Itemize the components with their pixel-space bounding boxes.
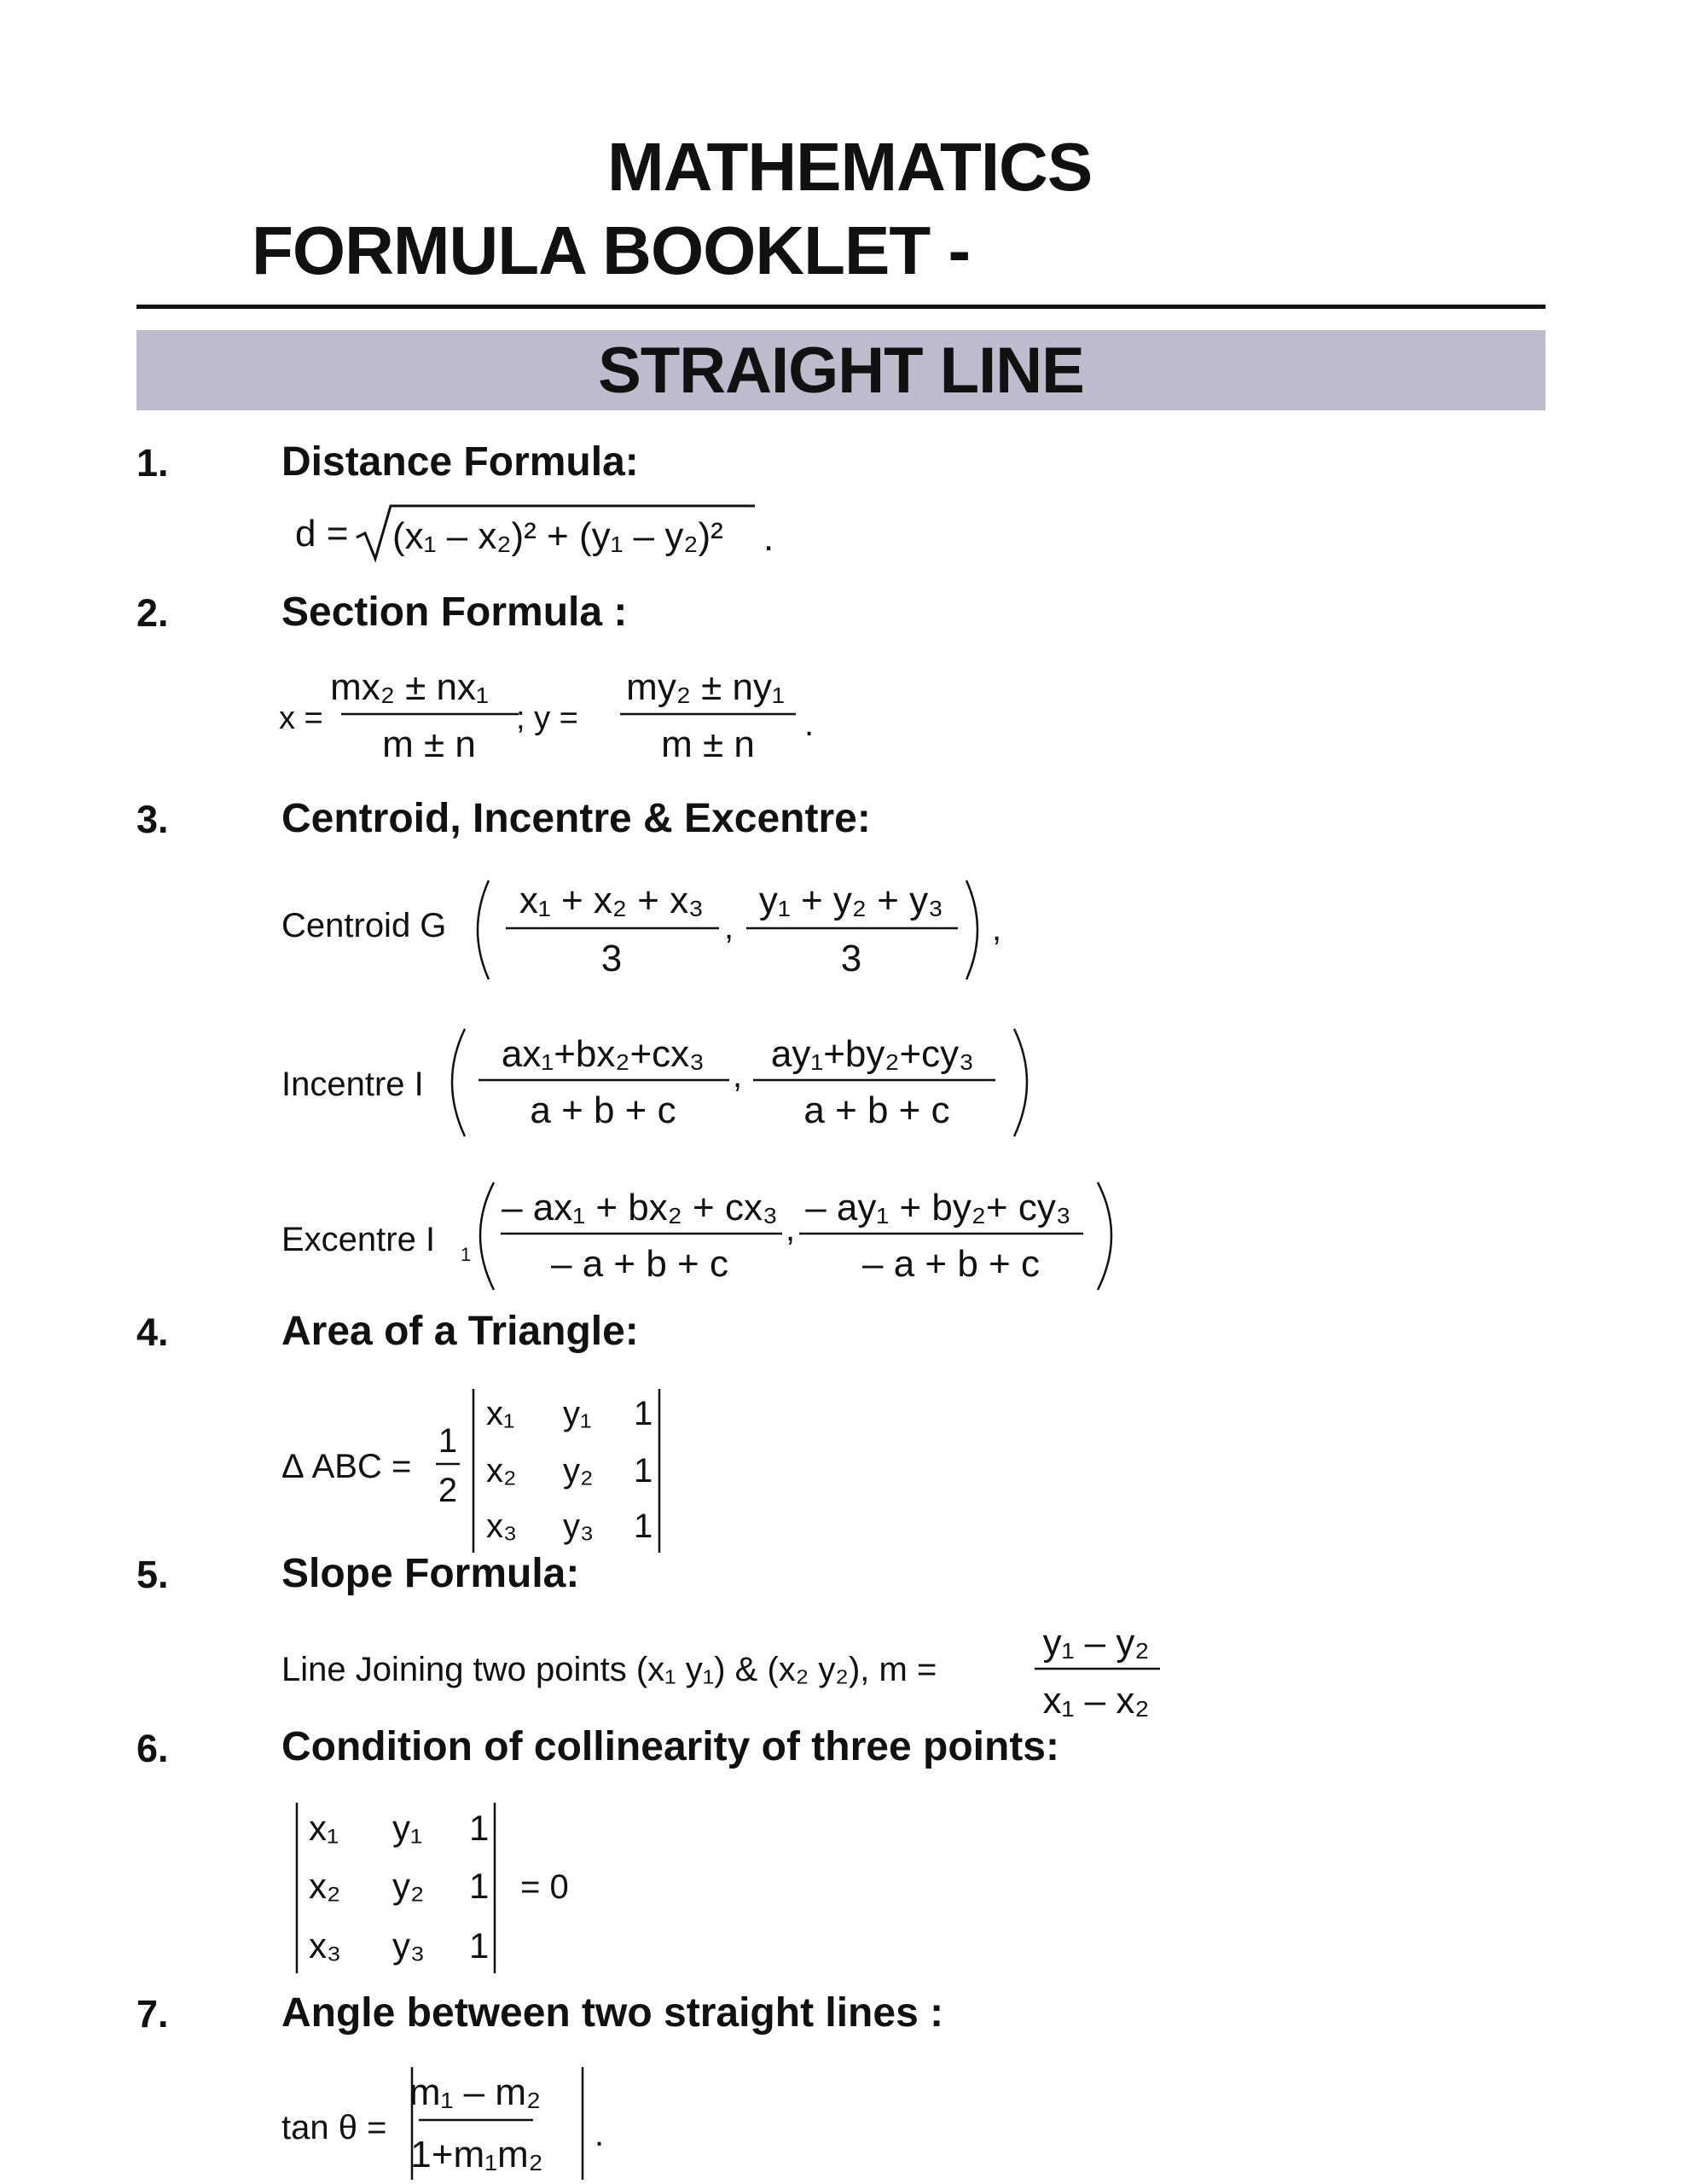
- title-line-1: MATHEMATICS: [607, 129, 1093, 205]
- matrix-cell: 1: [469, 1808, 490, 1848]
- matrix-cell: x₂: [309, 1866, 341, 1906]
- svg-text:,: ,: [786, 1211, 796, 1248]
- incentre-x-num: ax₁+bx₂+cx₃: [501, 1033, 705, 1075]
- matrix-cell: x₂: [486, 1452, 517, 1490]
- area-half-den: 2: [438, 1472, 458, 1509]
- matrix-cell: 1: [469, 1866, 490, 1906]
- section-x-den: m ± n: [382, 723, 476, 765]
- centroid-y-den: 3: [840, 938, 862, 979]
- section-y-lhs: ; y =: [516, 700, 578, 736]
- matrix-cell: y₂: [392, 1866, 425, 1906]
- excentre-sub: 1: [461, 1244, 472, 1265]
- matrix-cell: x₁: [486, 1395, 515, 1432]
- slope-den: x₁ – x₂: [1042, 1680, 1150, 1722]
- excentre-y-num: – ay₁ + by₂+ cy₃: [805, 1187, 1071, 1228]
- svg-text:,: ,: [733, 1057, 743, 1095]
- incentre-y-den: a + b + c: [803, 1089, 950, 1131]
- item-heading: Slope Formula:: [281, 1551, 580, 1596]
- centroid-y-num: y₁ + y₂ + y₃: [758, 880, 944, 921]
- collinearity-formula: [290, 1796, 597, 1975]
- section-y-num: my₂ ± ny₁: [626, 666, 785, 708]
- item-number: 2.: [136, 591, 169, 635]
- matrix-cell: y₁: [392, 1808, 423, 1848]
- section-x-num: mx₂ ± nx₁: [330, 666, 489, 708]
- title-line-2: FORMULA BOOKLET -: [252, 212, 971, 288]
- centroid-x-den: 3: [600, 938, 623, 979]
- matrix-cell: 1: [634, 1395, 653, 1432]
- matrix-cell: 1: [634, 1452, 653, 1490]
- header-divider: [136, 305, 1546, 309]
- centroid-x-num: x₁ + x₂ + x₃: [519, 880, 705, 921]
- section-title: STRAIGHT LINE: [598, 334, 1084, 407]
- matrix-cell: x₁: [309, 1808, 339, 1848]
- section-y-den: m ± n: [661, 723, 755, 765]
- item-number: 3.: [136, 798, 169, 841]
- svg-text:.: .: [594, 2116, 605, 2153]
- matrix-cell: y₁: [563, 1395, 592, 1432]
- incentre-label: Incentre I: [281, 1066, 424, 1103]
- item-heading: Centroid, Incentre & Excentre:: [281, 796, 871, 841]
- item-number: 6.: [136, 1727, 169, 1770]
- svg-text:.: .: [804, 706, 815, 743]
- excentre-formula: [277, 1176, 1130, 1295]
- section-x-lhs: x =: [279, 700, 323, 736]
- matrix-cell: y₃: [392, 1926, 426, 1966]
- collinear-rhs: = 0: [520, 1868, 569, 1906]
- distance-formula: [281, 499, 827, 567]
- centroid-label: Centroid G: [281, 907, 447, 944]
- section-formula: [277, 659, 857, 778]
- slope-num: y₁ – y₂: [1042, 1622, 1150, 1664]
- item-number: 1.: [136, 441, 169, 485]
- incentre-x-den: a + b + c: [530, 1089, 676, 1131]
- item-number: 5.: [136, 1553, 169, 1596]
- angle-den: 1+m₁m₂: [410, 2134, 543, 2175]
- item-number: 7.: [136, 1992, 169, 2036]
- area-lhs: Δ ABC =: [281, 1448, 412, 1485]
- svg-text:.: .: [763, 517, 774, 559]
- slope-formula: [277, 1612, 1181, 1732]
- slope-text: Line Joining two points (x₁ y₁) & (x₂ y₂), m =: [281, 1651, 937, 1688]
- matrix-cell: x₃: [486, 1507, 518, 1545]
- item-heading: Area of a Triangle:: [281, 1309, 639, 1354]
- matrix-cell: y₃: [563, 1507, 594, 1545]
- centroid-formula: [277, 870, 1028, 990]
- excentre-x-num: – ax₁ + bx₂ + cx₃: [502, 1187, 778, 1228]
- matrix-cell: 1: [469, 1926, 490, 1966]
- matrix-cell: 1: [634, 1507, 653, 1545]
- area-half-num: 1: [438, 1422, 458, 1460]
- item-heading: Distance Formula:: [281, 439, 639, 485]
- item-number: 4.: [136, 1310, 169, 1354]
- item-heading: Angle between two straight lines :: [281, 1990, 944, 2036]
- item-heading: Section Formula :: [281, 590, 628, 635]
- distance-radicand: (x₁ – x₂)² + (y₁ – y₂)²: [392, 515, 723, 557]
- incentre-y-num: ay₁+by₂+cy₃: [770, 1033, 975, 1075]
- item-heading: Condition of collinearity of three points:: [281, 1724, 1059, 1769]
- distance-lhs: d =: [295, 513, 349, 555]
- section-band: [136, 330, 1546, 410]
- angle-num: m₁ – m₂: [409, 2071, 542, 2113]
- angle-formula: [277, 2060, 635, 2184]
- excentre-x-den: – a + b + c: [551, 1243, 728, 1285]
- matrix-cell: y₂: [563, 1452, 594, 1490]
- svg-text:,: ,: [724, 909, 734, 946]
- svg-text:,: ,: [992, 910, 1002, 948]
- angle-lhs: tan θ =: [281, 2109, 387, 2146]
- area-formula: [277, 1382, 687, 1553]
- excentre-label: Excentre I: [281, 1221, 436, 1258]
- matrix-cell: x₃: [309, 1926, 342, 1966]
- excentre-y-den: – a + b + c: [862, 1243, 1040, 1285]
- incentre-formula: [277, 1022, 1045, 1141]
